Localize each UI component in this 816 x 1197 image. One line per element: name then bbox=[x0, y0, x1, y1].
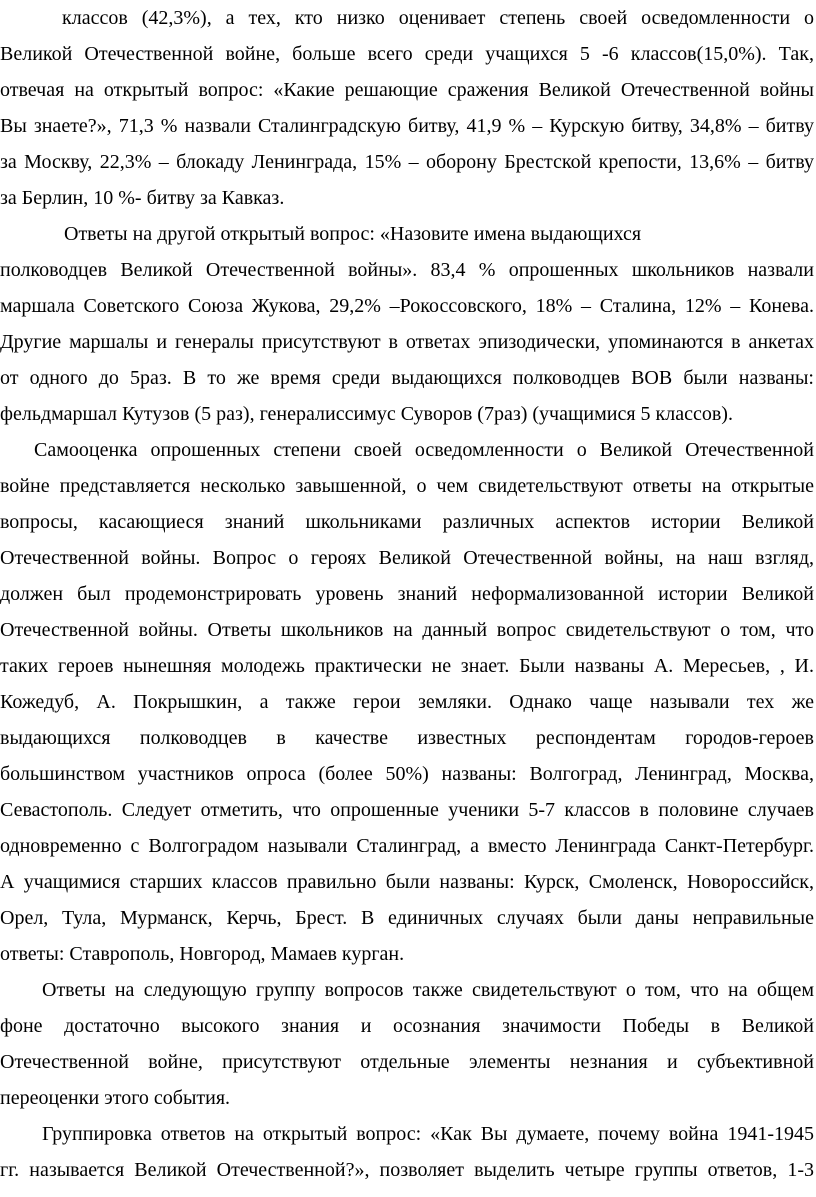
text-line-16: Отечественной войны. Вопрос о героях Великой Отечественной войны, на наш взгляд, bbox=[0, 547, 814, 569]
text-line-27: ответы: Ставрополь, Новгород, Мамаев курган. bbox=[0, 943, 405, 965]
text-line-18: Отечественной войны. Ответы школьников на данный вопрос свидетельствуют о том, что bbox=[0, 619, 814, 641]
text-line-26: Орел, Тула, Мурманск, Керчь, Брест. В единичных случаях были даны неправильные bbox=[0, 907, 814, 929]
text-line-7: Ответы на другой открытый вопрос: «Назовите имена выдающихся bbox=[64, 223, 642, 245]
text-line-31: переоценки этого события. bbox=[0, 1087, 231, 1109]
text-line-6: за Берлин, 10 %- битву за Кавказ. bbox=[0, 187, 285, 209]
text-line-17: должен был продемонстрировать уровень знаний неформализованной истории Великой bbox=[0, 583, 814, 605]
text-line-24: одновременно с Волгоградом называли Сталинград, а вместо Ленинграда Санкт-Петербург. bbox=[0, 835, 814, 857]
text-line-25: А учащимися старших классов правильно были названы: Курск, Смоленск, Новороссийск, bbox=[0, 871, 814, 893]
text-line-1: классов (42,3%), а тех, кто низко оценивает степень своей осведомленности о bbox=[62, 7, 814, 29]
text-line-10: Другие маршалы и генералы присутствуют в ответах эпизодически, упоминаются в анкетах bbox=[0, 331, 814, 353]
text-line-11: от одного до 5раз. В то же время среди выдающихся полководцев ВОВ были названы: bbox=[0, 367, 814, 389]
text-line-3: отвечая на открытый вопрос: «Какие решающие сражения Великой Отечественной войны bbox=[0, 79, 814, 101]
text-line-13: Самооценка опрошенных степени своей осведомленности о Великой Отечественной bbox=[34, 439, 814, 461]
text-line-33: гг. называется Великой Отечественной?», позволяет выделить четыре группы ответов, 1-3 bbox=[0, 1159, 814, 1181]
text-line-15: вопросы, касающиеся знаний школьниками различных аспектов истории Великой bbox=[0, 511, 814, 533]
text-line-2: Великой Отечественной войне, больше всего среди учащихся 5 -6 классов(15,0%). Так, bbox=[0, 43, 814, 65]
text-line-32: Группировка ответов на открытый вопрос: «Как Вы думаете, почему война 1941-1945 bbox=[42, 1123, 814, 1145]
text-line-12: фельдмаршал Кутузов (5 раз), генералиссимус Суворов (7раз) (учащимися 5 классов). bbox=[0, 403, 733, 425]
text-line-5: за Москву, 22,3% – блокаду Ленинграда, 15% – оборону Брестской крепости, 13,6% – битву bbox=[0, 151, 814, 173]
text-line-23: Севастополь. Следует отметить, что опрошенные ученики 5-7 классов в половине случаев bbox=[0, 799, 814, 821]
text-line-30: Отечественной войне, присутствуют отдельные элементы незнания и субъективной bbox=[0, 1051, 814, 1073]
text-line-9: маршала Советского Союза Жукова, 29,2% –Рокоссовского, 18% – Сталина, 12% – Конева. bbox=[0, 295, 814, 317]
text-line-20: Кожедуб, А. Покрышкин, а также герои земляки. Однако чаще называли тех же bbox=[0, 691, 814, 713]
text-line-29: фоне достаточно высокого знания и осознания значимости Победы в Великой bbox=[0, 1015, 814, 1037]
text-line-19: таких героев нынешняя молодежь практически не знает. Были названы А. Мересьев, , И. bbox=[0, 655, 814, 677]
text-line-14: войне представляется несколько завышенной, о чем свидетельствуют ответы на открытые bbox=[0, 475, 814, 497]
text-line-21: выдающихся полководцев в качестве известных респондентам городов-героев bbox=[0, 727, 814, 749]
text-line-28: Ответы на следующую группу вопросов также свидетельствуют о том, что на общем bbox=[42, 979, 814, 1001]
text-line-22: большинством участников опроса (более 50%) названы: Волгоград, Ленинград, Москва, bbox=[0, 763, 814, 785]
text-line-8: полководцев Великой Отечественной войны». 83,4 % опрошенных школьников назвали bbox=[0, 259, 814, 281]
text-line-4: Вы знаете?», 71,3 % назвали Сталинградскую битву, 41,9 % – Курскую битву, 34,8% – битву bbox=[0, 115, 814, 137]
